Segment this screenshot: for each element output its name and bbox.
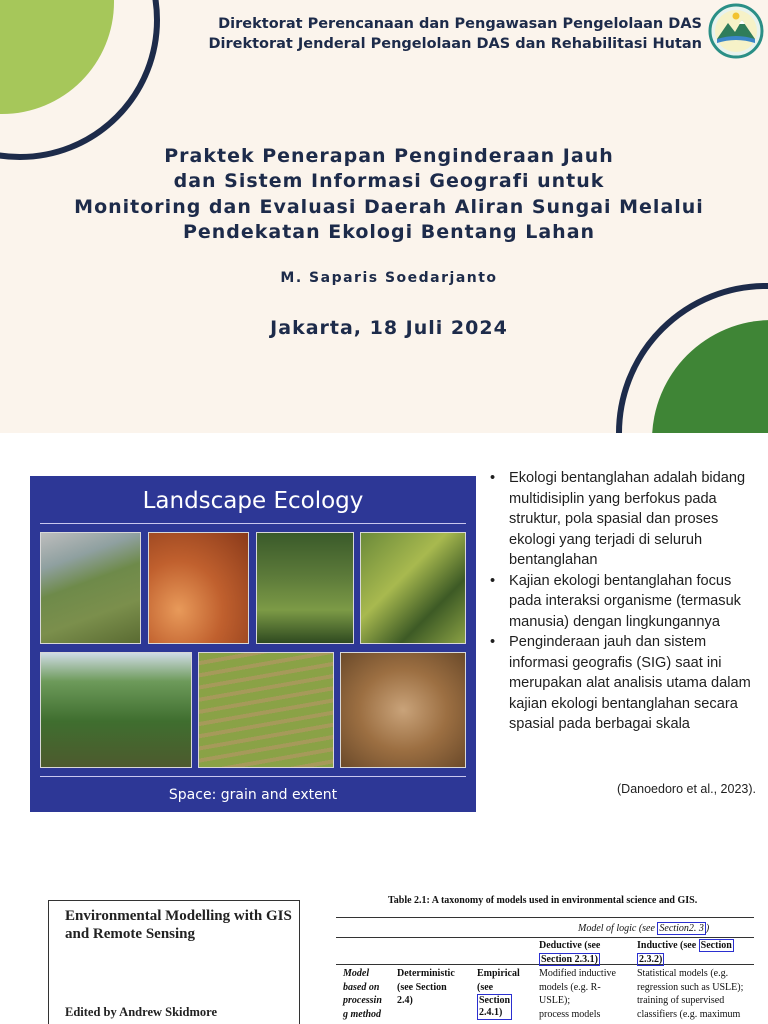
table-cell-text: training of supervised — [637, 995, 725, 1006]
table-cell-text: Deterministic — [397, 968, 455, 979]
bullet-item: • Kajian ekologi bentanglahan focus pada interaksi organisme (termasuk manusia) dengan lingkungannya — [488, 571, 760, 633]
presentation-title-line-1: Praktek Penerapan Penginderaan Jauh — [164, 145, 614, 167]
table-cell-text: USLE); — [539, 995, 571, 1006]
landscape-photo-river — [360, 532, 466, 644]
agency-logo-icon — [708, 3, 764, 59]
models-slide — [0, 853, 768, 1024]
section-link-text: 2.4.1) — [479, 1007, 503, 1018]
table-header-text: Deductive (see — [539, 940, 601, 951]
landscape-photo-canopy — [340, 652, 466, 768]
section-link[interactable]: Section2. 3 — [659, 923, 704, 934]
bullet-item: • Penginderaan jauh dan sistem informasi geografis (SIG) saat ini merupakan alat analisis utama dalam kajian ekologi bentanglahan secara spasial pada berbagai skala — [488, 632, 760, 735]
section-link[interactable]: Section 2.3.1) — [541, 953, 598, 965]
book-title: Environmental Modelling with GIS and Remote Sensing — [65, 908, 292, 942]
table-cell-text: processin — [343, 995, 382, 1006]
book-cover — [48, 900, 300, 1024]
title-slide — [0, 0, 768, 433]
presentation-date: Jakarta, 18 Juli 2024 — [270, 317, 508, 339]
section-link-text: Section — [479, 995, 511, 1006]
presentation-title-line-2: dan Sistem Informasi Geografi untuk — [173, 170, 605, 192]
citation: (Danoedoro et al., 2023). — [617, 782, 756, 796]
table-cell-text: (see Section — [397, 981, 447, 993]
landscape-photo-mountain — [40, 532, 141, 644]
landscape-ecology-figure — [30, 476, 476, 812]
bullet-list — [488, 468, 760, 735]
table-cell-text: models (e.g. R- — [539, 981, 601, 993]
table-header-deductive — [539, 939, 600, 966]
table-caption: Table 2.1: A taxonomy of models used in environmental science and GIS. — [388, 895, 698, 906]
table-cell-text: Empirical — [477, 968, 520, 979]
section-link[interactable]: 2.3.2) — [639, 953, 663, 965]
table-cell-text: (see — [477, 981, 494, 993]
table-cell-text: classifiers (e.g. maximum — [637, 1008, 741, 1020]
table-cell-inductive-methods — [637, 967, 743, 1021]
author-name: M. Saparis Soedarjanto — [280, 270, 498, 286]
section-link[interactable] — [477, 994, 512, 1020]
presentation-title-line-3: Monitoring dan Evaluasi Daerah Aliran Sungai Melalui — [74, 196, 704, 218]
table-cell-empirical — [477, 967, 520, 1020]
table-header-model-of-logic — [578, 922, 709, 936]
table-cell-text: g method — [343, 1008, 382, 1020]
table-row-label — [343, 967, 382, 1021]
org-line-2: Direktorat Jenderal Pengelolaan DAS dan Rehabilitasi Hutan — [208, 36, 702, 52]
org-line-1: Direktorat Perencanaan dan Pengawasan Pengelolaan DAS — [218, 16, 702, 32]
landscape-photo-forest — [256, 532, 354, 644]
table-cell-text: process models — [539, 1008, 601, 1020]
landscape-ecology-slide — [0, 433, 768, 853]
figure-divider — [40, 776, 466, 777]
table-header-text: Inductive (see — [637, 940, 699, 951]
table-cell-text: based on — [343, 981, 380, 993]
table-rule — [336, 917, 754, 918]
table-cell-deterministic — [397, 967, 455, 1008]
landscape-photo-valley — [40, 652, 192, 768]
landscape-photo-terraces — [198, 652, 334, 768]
table-cell-text: Statistical models (e.g. — [637, 968, 729, 979]
figure-divider — [40, 523, 466, 524]
table-cell-text: 2.4) — [397, 995, 413, 1006]
bullet-item: • Ekologi bentanglahan adalah bidang multidisiplin yang berfokus pada struktur, pola spasial dan proses ekologi yang terjadi di seluruh bentanglahan — [488, 468, 760, 571]
table-cell-deductive-methods — [539, 967, 616, 1021]
table-rule — [336, 937, 754, 938]
figure-title: Landscape Ecology — [142, 488, 364, 514]
table-header-inductive — [637, 939, 734, 966]
section-link[interactable]: Section — [700, 940, 732, 951]
table-header-text: ) — [705, 923, 710, 934]
figure-caption: Space: grain and extent — [168, 787, 338, 803]
landscape-photo-desert — [148, 532, 249, 644]
presentation-title-line-4: Pendekatan Ekologi Bentang Lahan — [182, 221, 596, 243]
table-cell-text: Model — [343, 968, 370, 979]
table-header-text: Model of logic (see — [578, 923, 658, 934]
table-cell-text: Modified inductive — [539, 968, 616, 979]
table-cell-text: regression such as USLE); — [637, 981, 744, 993]
book-editor: Edited by Andrew Skidmore — [65, 1005, 218, 1019]
